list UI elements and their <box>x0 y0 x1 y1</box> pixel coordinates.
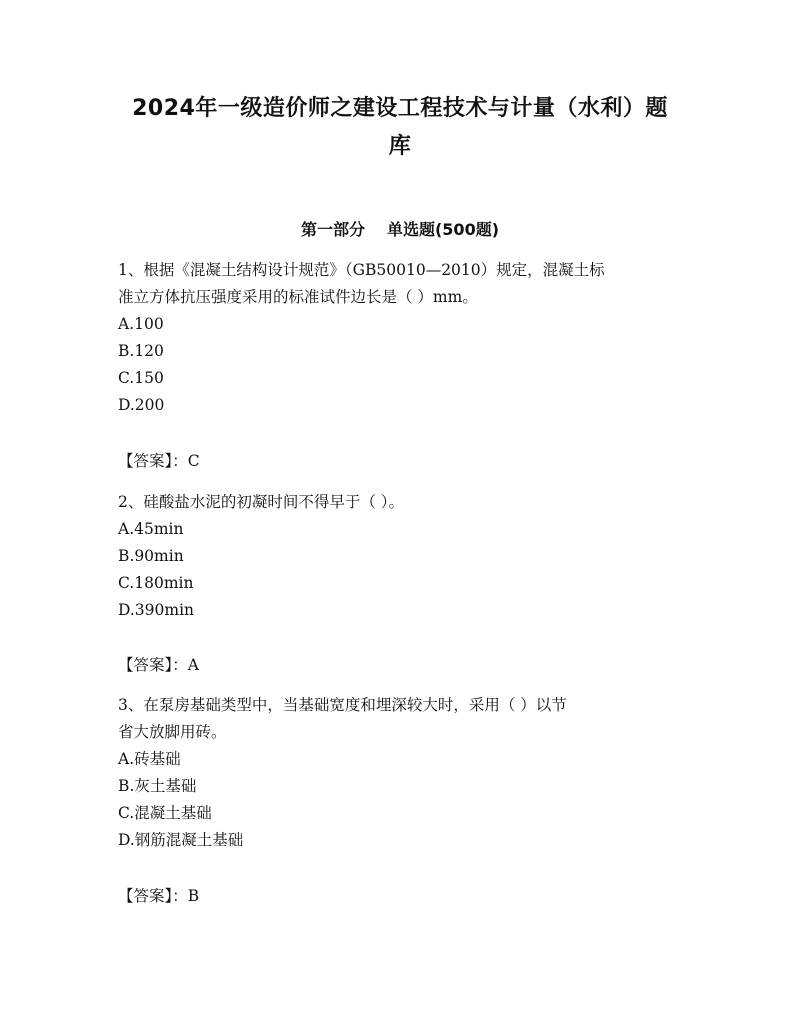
question-2-option-d: D.390min <box>118 601 195 619</box>
question-1-option-b: B.120 <box>118 342 164 360</box>
section-heading <box>100 216 700 244</box>
question-2 <box>118 489 678 624</box>
question-1-option-a: A.100 <box>118 315 164 333</box>
question-3-option-a: A.砖基础 <box>118 750 181 768</box>
question-1-stem-line-1: 1、根据《混凝土结构设计规范》（GB50010—2010）规定，混凝土标 <box>118 261 605 279</box>
document-title <box>100 90 700 166</box>
question-1-stem-line-2: 准立方体抗压强度采用的标准试件边长是（ ）mm。 <box>118 288 478 306</box>
question-3-answer: 【答案】：B <box>118 887 200 905</box>
question-2-answer: 【答案】：A <box>118 656 199 674</box>
question-2-option-a: A.45min <box>118 520 184 538</box>
question-3 <box>118 692 678 854</box>
title-line-1: 2024年一级造价师之建设工程技术与计量（水利）题 <box>132 96 668 121</box>
section-name: 单选题(500题) <box>386 220 500 239</box>
question-2-option-b: B.90min <box>118 547 184 565</box>
question-1-answer: 【答案】：C <box>118 452 200 470</box>
question-2-option-c: C.180min <box>118 574 194 592</box>
title-line-2: 库 <box>388 134 412 159</box>
question-1 <box>118 257 678 419</box>
question-2-stem-line-1: 2、硅酸盐水泥的初凝时间不得早于（ ）。 <box>118 493 405 511</box>
question-3-option-b: B.灰土基础 <box>118 777 197 795</box>
question-3-stem-line-1: 3、在泵房基础类型中，当基础宽度和埋深较大时，采用（ ）以节 <box>118 696 567 714</box>
question-3-stem-line-2: 省大放脚用砖。 <box>118 723 227 741</box>
question-1-option-c: C.150 <box>118 369 164 387</box>
question-1-option-d: D.200 <box>118 396 165 414</box>
question-3-option-d: D.钢筋混凝土基础 <box>118 831 244 849</box>
section-part: 第一部分 <box>300 220 365 239</box>
question-3-option-c: C.混凝土基础 <box>118 804 212 822</box>
